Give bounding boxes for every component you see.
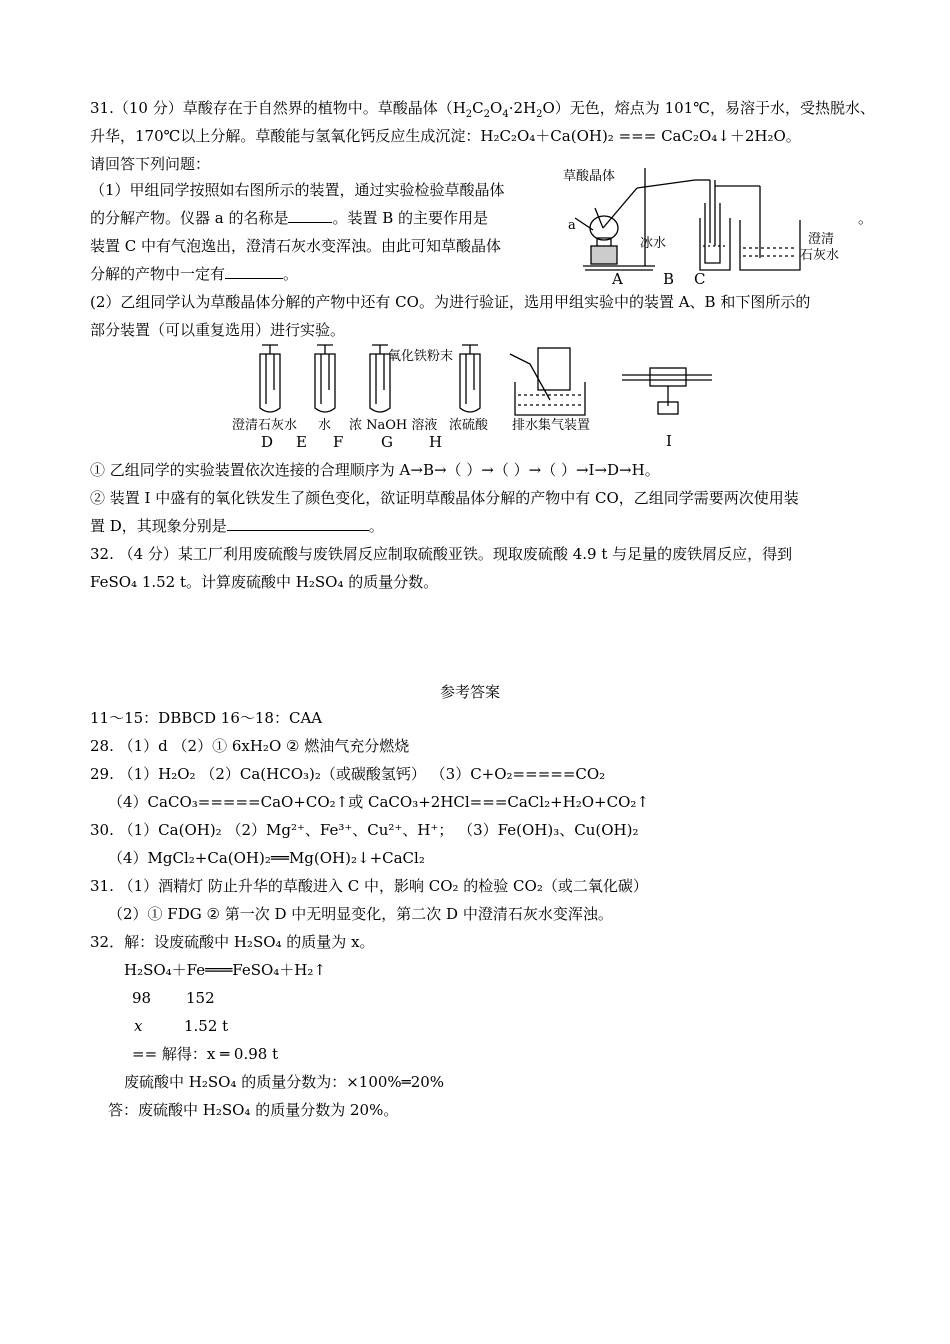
answer-11-18: 11～15：DBBCD 16～18：CAA <box>90 709 323 727</box>
q31-part1-line1: （1）甲组同学按照如右图所示的装置，通过实验检验草酸晶体 <box>90 181 505 199</box>
answer-blank[interactable] <box>225 264 283 279</box>
answer-32-equation: H₂SO₄＋Fe═══FeSO₄＋H₂↑ <box>124 961 326 979</box>
label-C: C <box>694 270 706 288</box>
label-a: a <box>568 218 576 233</box>
answer-32-x: x <box>134 1017 143 1035</box>
label-I: I <box>666 432 672 450</box>
label-F: F <box>333 433 344 451</box>
q31-sub2-line2: 置 D，其现象分别是 。 <box>90 517 384 535</box>
answer-32-final: 答：废硫酸中 H₂SO₄ 的质量分数为 20%。 <box>108 1101 399 1119</box>
answer-blank[interactable] <box>288 208 332 223</box>
answer-29-line2: （4）CaCO₃=====CaO+CO₂↑或 CaCO₃+2HCl===CaCl₂+H₂O+CO₂↑ <box>108 793 649 811</box>
answer-31-line2: （2）① FDG ② 第一次 D 中无明显变化，第二次 D 中澄清石灰水变浑浊。 <box>108 905 613 923</box>
apparatus-defghi-figure <box>250 340 730 420</box>
answer-32-mass-152: 152 <box>186 989 215 1007</box>
label-limewater: 澄清石灰水 <box>232 418 298 433</box>
answer-32-line1: 32．解：设废硫酸中 H₂SO₄ 的质量为 x。 <box>90 933 375 951</box>
label-G: G <box>381 433 393 451</box>
q31-line2: 升华，170℃以上分解。草酸能与氢氧化钙反应生成沉淀：H₂C₂O₄＋Ca(OH)₂ === CaC₂O₄↓＋2H₂O。 <box>90 127 801 145</box>
answers-title: 参考答案 <box>440 683 501 701</box>
label-limewater-2: 石灰水 <box>800 248 840 263</box>
answer-28: 28. （1）d （2）① 6xH₂O ② 燃油气充分燃烧 <box>90 737 410 755</box>
answer-29-line1: 29. （1）H₂O₂ （2）Ca(HCO₃)₂（或碳酸氢钙） （3）C+O₂=====CO₂ <box>90 765 606 783</box>
q31-part2-line1: (2）乙组同学认为草酸晶体分解的产物中还有 CO。为进行验证，选用甲组实验中的装置 A、B 和下图所示的 <box>90 293 811 311</box>
q31-sub2-line1: ② 装置 I 中盛有的氧化铁发生了颜色变化，欲证明草酸晶体分解的产物中有 CO，乙组同学需要两次使用装 <box>90 489 799 507</box>
q31-part1-line2-end: 。 <box>858 209 874 227</box>
answer-32-solve: == 解得：x ═ 0.98 t <box>132 1045 279 1063</box>
label-naoh: 浓 NaOH 溶液 <box>349 418 438 433</box>
label-iron-oxide: 氧化铁粉末 <box>388 349 454 364</box>
answer-32-fraction: 废硫酸中 H₂SO₄ 的质量分数为：×100%═20% <box>124 1073 445 1091</box>
q31-part1-line2: 的分解产物。仪器 a 的名称是 。装置 B 的主要作用是 <box>90 209 489 227</box>
label-H: H <box>429 433 443 451</box>
q31-line1: 31.（10 分）草酸存在于自然界的植物中。草酸晶体$(H_2C_2O_4\cdot 2H_2O)$无色，熔点为 101℃，易溶于水，受热脱水、 <box>90 99 875 120</box>
q32-line2: FeSO₄ 1.52 t。计算废硫酸中 H₂SO₄ 的质量分数。 <box>90 573 439 591</box>
label-oxalic-crystal: 草酸晶体 <box>563 169 616 184</box>
q32-line1: 32. （4 分）某工厂利用废硫酸与废铁屑反应制取硫酸亚铁。现取废硫酸 4.9 t 与足量的废铁屑反应，得到 <box>90 545 793 563</box>
label-water-collection: 排水集气装置 <box>512 418 591 433</box>
q31-sub1: ① 乙组同学的实验装置依次连接的合理顺序为 A→B→（ ）→（ ）→（ ）→I→D→H。 <box>90 461 660 479</box>
answer-32-152t: 1.52 t <box>184 1017 229 1035</box>
label-sulfuric-acid: 浓硫酸 <box>449 418 489 433</box>
q31-part2-line2: 部分装置（可以重复选用）进行实验。 <box>90 321 346 339</box>
label-A: A <box>612 270 623 288</box>
answer-30-line2: （4）MgCl₂+Ca(OH)₂══Mg(OH)₂↓+CaCl₂ <box>108 849 425 867</box>
label-water: 水 <box>318 418 332 433</box>
q31-part1-line4: 分解的产物中一定有 。 <box>90 265 299 283</box>
label-D: D <box>261 433 274 451</box>
label-B: B <box>663 270 675 288</box>
answer-30-line1: 30. （1）Ca(OH)₂ （2）Mg²⁺、Fe³⁺、Cu²⁺、H⁺； （3）Fe(OH)₃、Cu(OH)₂ <box>90 821 639 839</box>
label-ice-water: 冰水 <box>640 236 667 251</box>
label-limewater-1: 澄清 <box>808 232 835 247</box>
answer-blank[interactable] <box>227 516 369 531</box>
label-E: E <box>296 433 307 451</box>
answer-32-mass-98: 98 <box>132 989 152 1007</box>
q31-line3: 请回答下列问题： <box>90 155 211 173</box>
q31-part1-line3: 装置 C 中有气泡逸出，澄清石灰水变浑浊。由此可知草酸晶体 <box>90 237 502 255</box>
answer-31-line1: 31. （1）酒精灯 防止升华的草酸进入 C 中，影响 CO₂ 的检验 CO₂（或二氧化碳） <box>90 877 648 895</box>
